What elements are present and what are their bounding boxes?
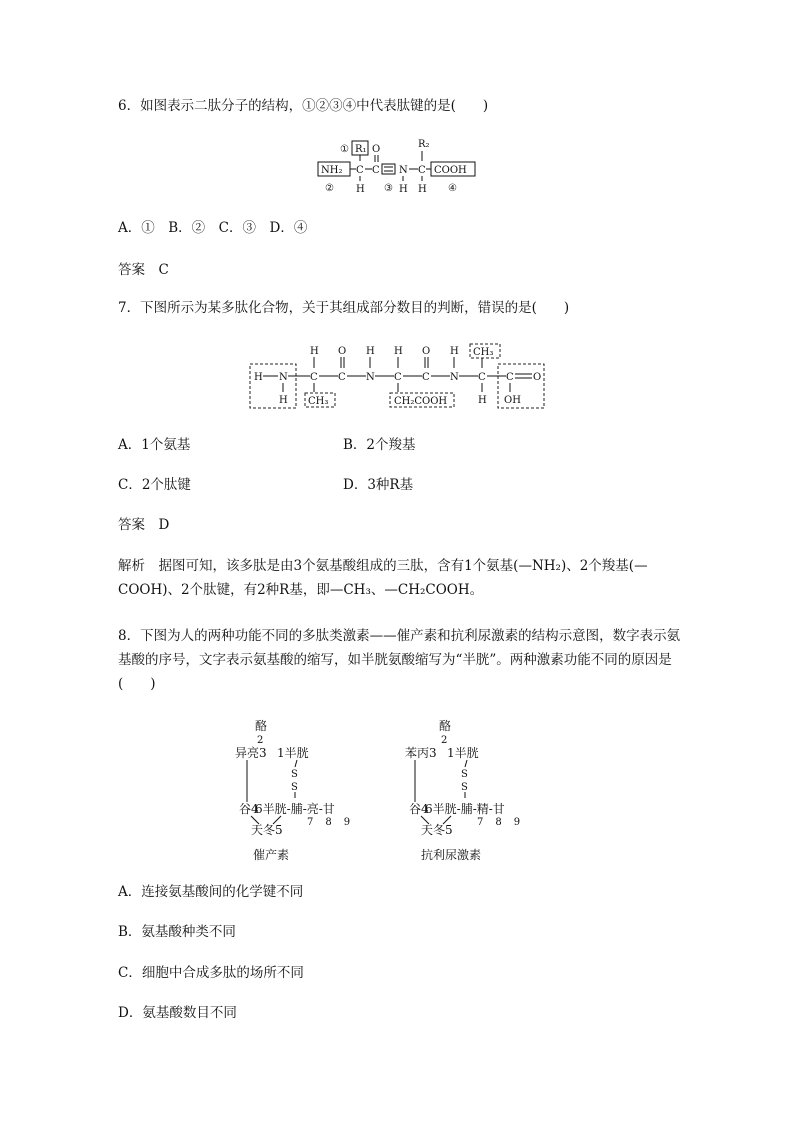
adh-chain-nums: 7 8 9: [477, 817, 522, 828]
q7-o3: O: [533, 372, 542, 383]
adh-s1: S: [461, 769, 468, 780]
q7-n2: N: [366, 372, 375, 383]
q7-h-b: H: [279, 395, 288, 406]
q7-c2: C: [338, 372, 346, 383]
adh-left: 苯丙3: [405, 746, 437, 760]
oxy-caption: 催产素: [253, 848, 290, 862]
q7-stem: 7．下图所示为某多肽化合物，关于其组成部分数目的判断，错误的是( ): [118, 300, 570, 316]
oxy-n2: 2: [257, 735, 264, 746]
q7-ch3-1: CH₃: [308, 396, 329, 407]
q7-ch3-2: CH₃: [473, 347, 494, 358]
adh-caption: 抗利尿激素: [421, 848, 482, 862]
oxy-chain: 6半胱-脯-亮-甘: [255, 802, 335, 816]
q7-oh: OH: [504, 395, 521, 406]
q8-option-c: C．细胞中合成多肽的场所不同: [118, 965, 304, 981]
q8-stem: 8．下图为人的两种功能不同的多肽类激素——催产素和抗利尿激素的结构示意图，数字表示氨基酸的序号，文字表示氨基酸的缩写，如半胱氨酸缩写为“半胱”。两种激素功能不同的原因是( ): [118, 628, 681, 692]
q7-c3: C: [394, 372, 402, 383]
q6-r2: R₂: [418, 139, 430, 150]
q7-h3: H: [394, 346, 403, 357]
q6-c2: C: [372, 165, 380, 176]
q7-ch2cooh: CH₂COOH: [394, 396, 448, 407]
q6-dipeptide-figure: [305, 135, 485, 197]
q6-h1: H: [356, 184, 365, 195]
q7-c1: C: [310, 372, 318, 383]
q7-n1: N: [279, 372, 288, 383]
q7-option-a: A．1个氨基: [118, 437, 191, 453]
adh-bottom-left: 谷4: [409, 802, 429, 816]
q6-h2: H: [399, 184, 408, 195]
q7-option-d: D．3种R基: [343, 477, 414, 493]
oxy-s2: S: [291, 782, 298, 793]
q7-analysis: 解析 据图可知，该多肽是由3个氨基酸组成的三肽，含有1个氨基(—NH₂)、2个羧基(—COOH)、2个肽键，有2种R基，即—CH₃、—CH₂COOH。: [118, 558, 648, 598]
q8-option-b: B．氨基酸种类不同: [118, 924, 236, 940]
adh-top: 酪: [439, 719, 452, 733]
q7-o1: O: [338, 346, 347, 357]
q6-h3: H: [418, 184, 427, 195]
q6-label-1: ①: [340, 144, 349, 155]
adh-right: 1半胱: [447, 746, 479, 760]
oxy-left: 异亮3: [235, 746, 267, 760]
oxy-bottom-left: 谷4: [239, 802, 259, 816]
oxy-bottom: 天冬5: [251, 823, 283, 837]
q6-label-3: ③: [384, 183, 393, 194]
q7-polypeptide-figure: [248, 342, 548, 410]
q7-box-amino: [250, 364, 296, 408]
q7-c4: C: [422, 372, 430, 383]
q7-c6: C: [506, 372, 514, 383]
q6-stem: 6．如图表示二肽分子的结构，①②③④中代表肽键的是( ): [118, 98, 489, 114]
q6-box-3: [382, 164, 395, 174]
q8-oxytocin-figure: [235, 718, 385, 864]
adh-chain: 6半胱-脯-精-甘: [425, 802, 505, 816]
q7-answer: 答案 D: [118, 517, 170, 533]
q6-r1: R₁: [355, 144, 367, 155]
q8-option-a: A．连接氨基酸间的化学键不同: [118, 884, 304, 900]
q7-h2: H: [366, 346, 375, 357]
oxy-s1: S: [291, 769, 298, 780]
q6-answer: 答案 C: [118, 262, 169, 278]
adh-n2: 2: [441, 735, 448, 746]
q6-c3: C: [418, 165, 426, 176]
q7-h-a: H: [254, 372, 263, 383]
q6-options: A．① B．② C．③ D．④: [118, 220, 308, 236]
q6-o: O: [372, 144, 381, 155]
q7-h1: H: [310, 346, 319, 357]
q8-adh-figure: [405, 718, 565, 864]
q7-o2: O: [422, 346, 431, 357]
q6-n: N: [399, 165, 408, 176]
q7-option-c: C．2个肽键: [118, 477, 191, 493]
adh-bottom: 天冬5: [421, 823, 453, 837]
q6-cooh: COOH: [434, 165, 467, 176]
q6-label-4: ④: [448, 183, 457, 194]
q6-nh2: NH₂: [321, 165, 343, 176]
q7-n3: N: [450, 372, 459, 383]
q6-c1: C: [356, 165, 364, 176]
q7-h5: H: [478, 395, 487, 406]
oxy-top: 酪: [255, 719, 268, 733]
q6-label-2: ②: [325, 183, 334, 194]
adh-s2: S: [461, 782, 468, 793]
q8-option-d: D．氨基酸数目不同: [118, 1005, 237, 1021]
oxy-right: 1半胱: [277, 746, 309, 760]
q7-option-b: B．2个羧基: [343, 437, 416, 453]
q7-c5: C: [478, 372, 486, 383]
oxy-chain-nums: 7 8 9: [307, 817, 352, 828]
q7-h4: H: [450, 346, 459, 357]
